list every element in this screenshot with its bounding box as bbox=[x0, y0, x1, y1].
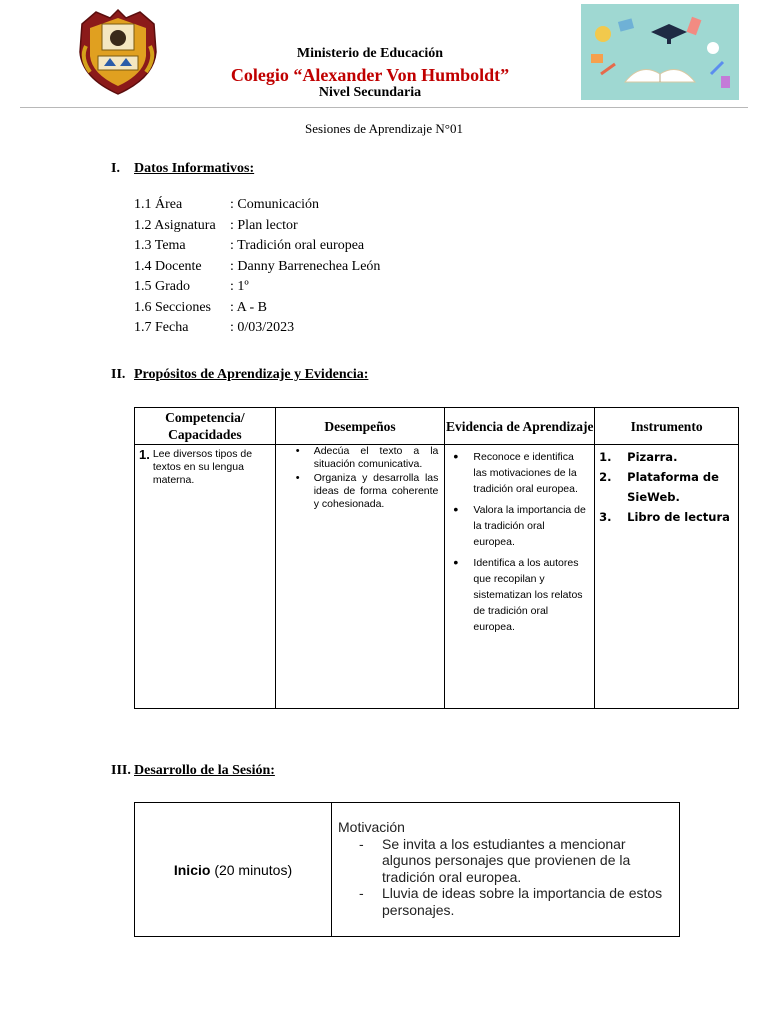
phase-duration: (20 minutos) bbox=[214, 861, 293, 878]
school-crest-icon bbox=[76, 6, 160, 96]
table-row bbox=[135, 445, 739, 709]
list-item: • Organiza y desarrolla las ideas de forma coherente y cohesionada. bbox=[314, 472, 439, 511]
item-number: 1. bbox=[599, 450, 612, 464]
info-value: : A - B bbox=[230, 299, 267, 315]
info-label: 1.5 Grado bbox=[134, 279, 190, 294]
info-value: : Tradición oral europea bbox=[230, 238, 365, 253]
datos-informativos-list bbox=[134, 195, 381, 339]
info-label: 1.7 Fecha bbox=[134, 320, 189, 335]
item-number: 2. bbox=[599, 470, 612, 484]
item-text: Plataforma de SieWeb. bbox=[627, 470, 719, 504]
section-heading-propositos bbox=[111, 367, 368, 383]
info-value: : 1º bbox=[230, 279, 249, 294]
ministry-name: Ministerio de Educación bbox=[296, 46, 444, 61]
header-competencia: Competencia/ Capacidades bbox=[135, 408, 276, 445]
competencia-text: Lee diversos tipos de textos en su lengua materna. bbox=[152, 448, 253, 486]
info-label: 1.6 Secciones bbox=[134, 299, 211, 315]
list-item: • Adecúa el texto a la situación comunicativa. bbox=[314, 445, 439, 471]
item-text: Pizarra. bbox=[627, 450, 678, 464]
info-row-tema bbox=[134, 236, 365, 257]
section-number: I. bbox=[111, 161, 120, 176]
phase-cell bbox=[135, 803, 332, 937]
list-item bbox=[599, 467, 734, 507]
activity-heading: Motivación bbox=[338, 819, 405, 835]
info-label: 1.2 Asignatura bbox=[134, 217, 216, 233]
info-row-secciones bbox=[134, 298, 267, 319]
activity-cell bbox=[332, 803, 680, 937]
info-value: : Danny Barrenechea León bbox=[230, 258, 381, 274]
college-name: Colegio “Alexander Von Humboldt” bbox=[230, 65, 510, 85]
list-item: • Identifica a los autores que recopilan y sistematizan los relatos de tradición oral europea. bbox=[473, 555, 588, 635]
info-row-area bbox=[134, 195, 320, 216]
list-item: • Valora la importancia de la tradición oral europea. bbox=[473, 502, 588, 550]
info-row-docente bbox=[134, 257, 381, 278]
info-row-fecha bbox=[134, 318, 295, 339]
competencia-cell bbox=[135, 445, 276, 709]
list-item: - Se invita a los estudiantes a mencionar algunos personajes que provienen de la tradición oral europea. bbox=[382, 836, 671, 886]
school-level: Nivel Secundaria bbox=[318, 85, 422, 100]
item-text: Libro de lectura bbox=[627, 510, 730, 524]
table-header-row bbox=[135, 408, 739, 445]
header-divider bbox=[20, 107, 748, 108]
instrumento-cell bbox=[595, 445, 739, 709]
section-title: Datos Informativos: bbox=[134, 161, 255, 176]
info-row-grado bbox=[134, 277, 249, 298]
competencia-number: 1. bbox=[139, 447, 150, 462]
table-row bbox=[135, 803, 680, 937]
header-instrumento: Instrumento bbox=[595, 408, 739, 445]
section-title: Desarrollo de la Sesión: bbox=[134, 763, 275, 778]
info-label: 1.3 Tema bbox=[134, 238, 186, 253]
info-row-asignatura bbox=[134, 216, 298, 237]
section-number: III. bbox=[111, 763, 131, 778]
propositos-table bbox=[134, 407, 739, 709]
session-title: Sesiones de Aprendizaje N°01 bbox=[305, 121, 463, 136]
header-evidencia: Evidencia de Aprendizaje bbox=[445, 408, 595, 445]
desarrollo-table bbox=[134, 802, 680, 937]
desempenos-cell bbox=[275, 445, 445, 709]
item-number: 3. bbox=[599, 510, 612, 524]
info-label: 1.1 Área bbox=[134, 197, 183, 212]
info-value: : Plan lector bbox=[230, 217, 298, 233]
info-label: 1.4 Docente bbox=[134, 258, 202, 274]
list-item bbox=[599, 447, 734, 467]
list-item: - Lluvia de ideas sobre la importancia de estos personajes. bbox=[382, 885, 671, 918]
evidencia-cell bbox=[445, 445, 595, 709]
section-heading-desarrollo bbox=[111, 763, 275, 779]
list-item: • Reconoce e identifica las motivaciones de la tradición oral europea. bbox=[473, 449, 588, 497]
education-banner-illustration bbox=[581, 4, 739, 100]
list-item bbox=[599, 507, 734, 527]
section-title: Propósitos de Aprendizaje y Evidencia: bbox=[134, 367, 369, 382]
phase-name: Inicio bbox=[173, 861, 211, 878]
info-value: : Comunicación bbox=[230, 197, 320, 212]
section-number: II. bbox=[111, 367, 126, 382]
section-heading-datos bbox=[111, 161, 254, 177]
info-value: : 0/03/2023 bbox=[230, 320, 295, 335]
header-desempenos: Desempeños bbox=[275, 408, 445, 445]
